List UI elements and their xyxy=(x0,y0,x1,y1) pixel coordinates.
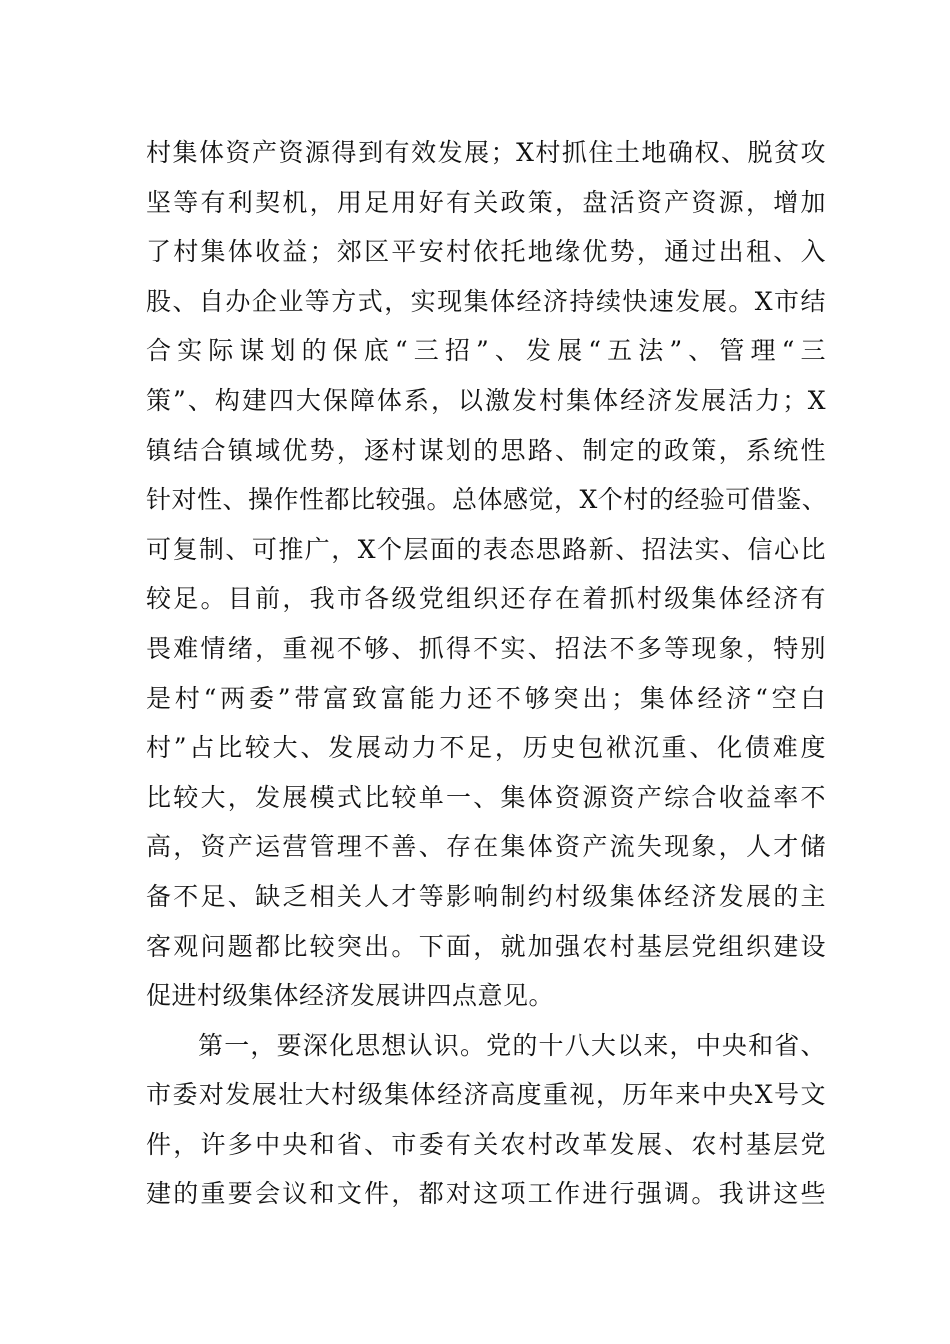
text-line: 客观问题都比较突出。下面，就加强农村基层党组织建设 xyxy=(146,931,826,961)
body-text xyxy=(146,128,826,1219)
text-line: 件，许多中央和省、市委有关农村改革发展、农村基层党 xyxy=(146,1129,826,1159)
text-line: 市委对发展壮大村级集体经济高度重视，历年来中央X号文 xyxy=(146,1080,826,1110)
text-line: 备不足、缺乏相关人才等影响制约村级集体经济发展的主 xyxy=(146,881,826,911)
text-line: 促进村级集体经济发展讲四点意见。 xyxy=(146,981,555,1011)
text-line: 坚等有利契机，用足用好有关政策，盘活资产资源，增加 xyxy=(146,187,826,217)
text-line: 可复制、可推广，X个层面的表态思路新、招法实、信心比 xyxy=(146,534,826,564)
text-line: 村”占比较大、发展动力不足，历史包袱沉重、化债难度 xyxy=(146,733,826,763)
text-line: 是村“两委”带富致富能力还不够突出；集体经济“空白 xyxy=(146,683,826,713)
text-line: 村集体资产资源得到有效发展；X村抓住土地确权、脱贫攻 xyxy=(146,138,826,167)
text-line: 合实际谋划的保底“三招”、发展“五法”、管理“三 xyxy=(146,336,826,366)
text-line: 镇结合镇域优势，逐村谋划的思路、制定的政策，系统性 xyxy=(146,435,826,465)
text-line: 针对性、操作性都比较强。总体感觉，X个村的经验可借鉴、 xyxy=(146,485,828,515)
text-line: 较足。目前，我市各级党组织还存在着抓村级集体经济有 xyxy=(146,584,826,614)
text-line: 了村集体收益；郊区平安村依托地缘优势，通过出租、入 xyxy=(146,237,826,267)
text-line: 策”、构建四大保障体系，以激发村集体经济发展活力；X xyxy=(146,385,826,415)
text-line: 比较大，发展模式比较单一、集体资源资产综合收益率不 xyxy=(146,782,826,812)
text-line: 畏难情绪，重视不够、抓得不实、招法不多等现象，特别 xyxy=(146,633,826,663)
text-line: 股、自办企业等方式，实现集体经济持续快速发展。X市结 xyxy=(146,286,826,316)
text-line: 建的重要会议和文件，都对这项工作进行强调。我讲这些 xyxy=(146,1179,826,1209)
text-line-indented: 第一，要深化思想认识。党的十八大以来，中央和省、 xyxy=(198,1030,826,1060)
text-line: 高，资产运营管理不善、存在集体资产流失现象，人才储 xyxy=(146,832,826,862)
